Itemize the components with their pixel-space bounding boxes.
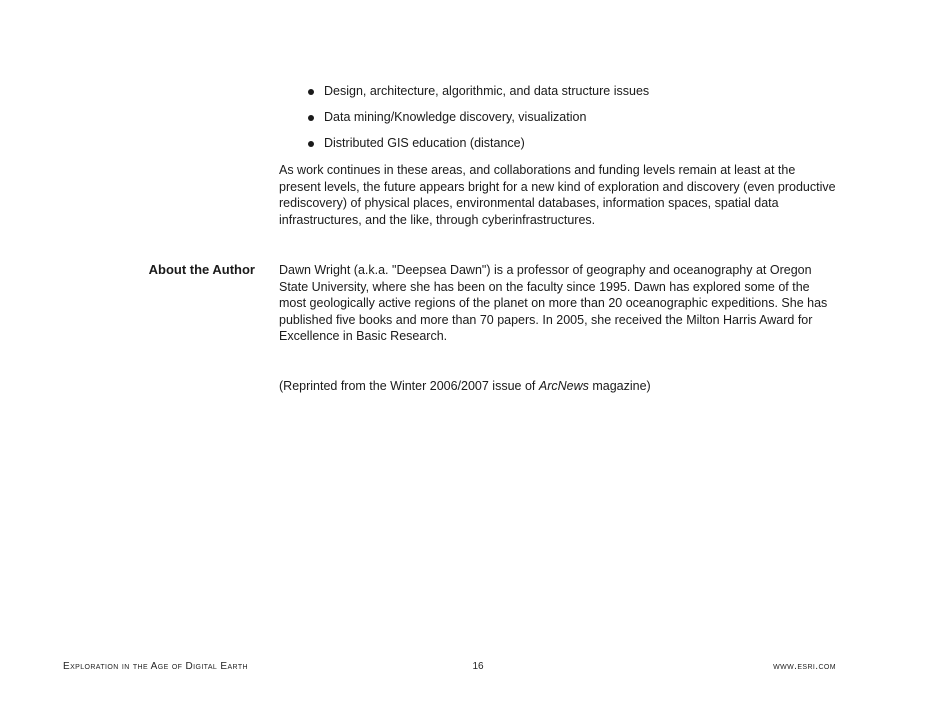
conclusion-paragraph: As work continues in these areas, and collaborations and funding levels remain at least at the present levels, the future appears bright for a new kind of exploration and discovery (even productive rediscovery) of physical places, environmental databases, information spaces, spatial data infrastructures, and the like, through cyberinfrastructures. — [279, 163, 836, 227]
reprint-text-before: (Reprinted from the Winter 2006/2007 issue of — [279, 379, 539, 393]
bullet-item — [298, 83, 649, 99]
bullet-dot-icon — [308, 141, 314, 147]
author-bio-paragraph: Dawn Wright (a.k.a. "Deepsea Dawn") is a professor of geography and oceanography at Oregon State University, where she has been on the faculty since 1995. Dawn has explored some of the most geologically active regions of the planet on more than 20 oceanographic expeditions. She has published five books and more than 70 papers. In 2005, she received the Milton Harris Award for Excellence in Basic Research. — [279, 263, 828, 343]
bullet-dot-icon — [308, 115, 314, 121]
publication-name: ArcNews — [538, 379, 589, 393]
footer-page-number: 16 — [472, 661, 484, 672]
bullet-text: Design, architecture, algorithmic, and data structure issues — [324, 84, 650, 98]
reprint-note — [279, 378, 839, 395]
bullet-text: Data mining/Knowledge discovery, visualization — [324, 110, 587, 124]
footer-website: www.esri.com — [773, 661, 836, 672]
topic-bullet-list — [298, 83, 649, 161]
bullet-dot-icon — [308, 89, 314, 95]
footer-document-title: Exploration in the Age of Digital Earth — [63, 661, 248, 672]
reprint-text-after: magazine) — [588, 379, 651, 393]
bullet-item — [298, 109, 649, 125]
bullet-item — [298, 135, 649, 151]
bullet-text: Distributed GIS education (distance) — [324, 136, 525, 150]
about-author-heading: About the Author — [148, 262, 255, 277]
